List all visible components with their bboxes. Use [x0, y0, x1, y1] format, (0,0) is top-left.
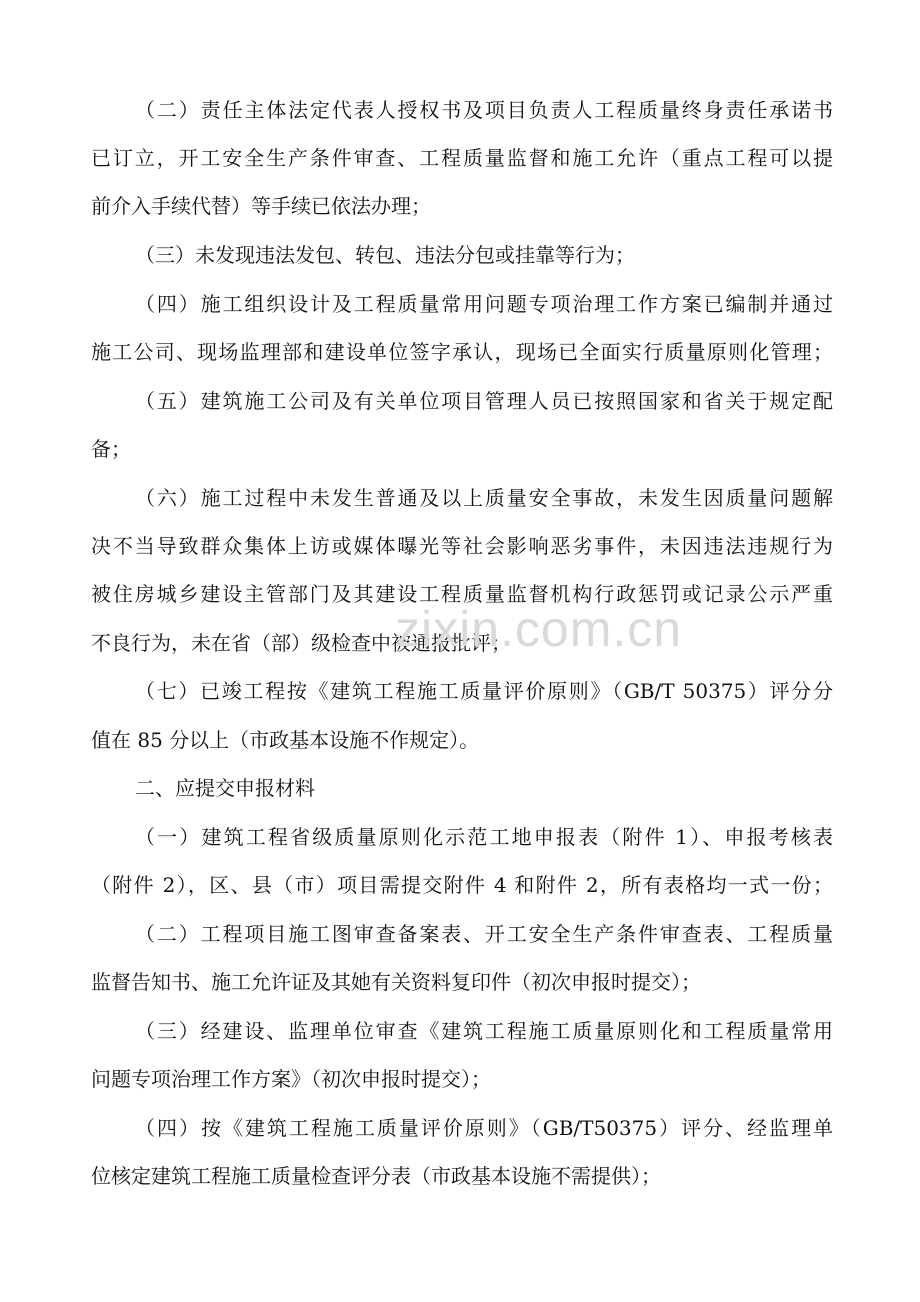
paragraph-line: 备；	[91, 437, 131, 461]
paragraph-line: 不良行为，未在省（部）级检查中被通报批评；	[91, 631, 511, 655]
paragraph-line: （二）工程项目施工图审查备案表、开工安全生产条件审查表、工程质量	[135, 922, 833, 946]
paragraph-line: 已订立，开工安全生产条件审查、工程质量监督和施工允许（重点工程可以提	[91, 146, 833, 170]
paragraph-line: （附件 2），区、县（市）项目需提交附件 4 和附件 2，所有表格均一式一份；	[91, 873, 833, 897]
paragraph-line: （七）已竣工程按《建筑工程施工质量评价原则》（GB/T 50375）评分分	[135, 679, 833, 703]
paragraph-line: 施工公司、现场监理部和建设单位签字承认，现场已全面实行质量原则化管理；	[91, 340, 833, 364]
paragraph-line: （四）按《建筑工程施工质量评价原则》（GB/T50375）评分、经监理单	[135, 1116, 833, 1140]
paragraph-line: 监督告知书、施工允许证及其她有关资料复印件（初次申报时提交）；	[91, 970, 701, 994]
paragraph-line: （六）施工过程中未发生普通及以上质量安全事故，未发生因质量问题解	[135, 486, 833, 510]
paragraph-line: 被住房城乡建设主管部门及其建设工程质量监督机构行政惩罚或记录公示严重	[91, 582, 833, 606]
paragraph-line: （三）经建设、监理单位审查《建筑工程施工质量原则化和工程质量常用	[135, 1019, 833, 1043]
watermark: zixin.com.cn	[395, 601, 683, 657]
paragraph-line: （五）建筑施工公司及有关单位项目管理人员已按照国家和省关于规定配	[135, 389, 833, 413]
paragraph-line: 决不当导致群众集体上访或媒体曝光等社会影响恶劣事件，未因违法违规行为	[91, 534, 833, 558]
paragraph-line: （四）施工组织设计及工程质量常用问题专项治理工作方案已编制并通过	[135, 292, 833, 316]
paragraph-line: （三）未发现违法发包、转包、违法分包或挂靠等行为；	[135, 243, 635, 267]
paragraph-line: 问题专项治理工作方案》（初次申报时提交）；	[91, 1067, 491, 1091]
paragraph-line: 位核定建筑工程施工质量检查评分表（市政基本设施不需提供）；	[91, 1164, 661, 1188]
paragraph-line: （二）责任主体法定代表人授权书及项目负责人工程质量终身责任承诺书	[135, 98, 833, 122]
paragraph-line: 值在 85 分以上（市政基本设施不作规定）。	[91, 728, 480, 752]
section-heading: 二、应提交申报材料	[135, 776, 315, 800]
paragraph-line: （一）建筑工程省级质量原则化示范工地申报表（附件 1）、申报考核表	[135, 825, 833, 849]
paragraph-line: 前介入手续代替）等手续已依法办理；	[91, 194, 431, 218]
